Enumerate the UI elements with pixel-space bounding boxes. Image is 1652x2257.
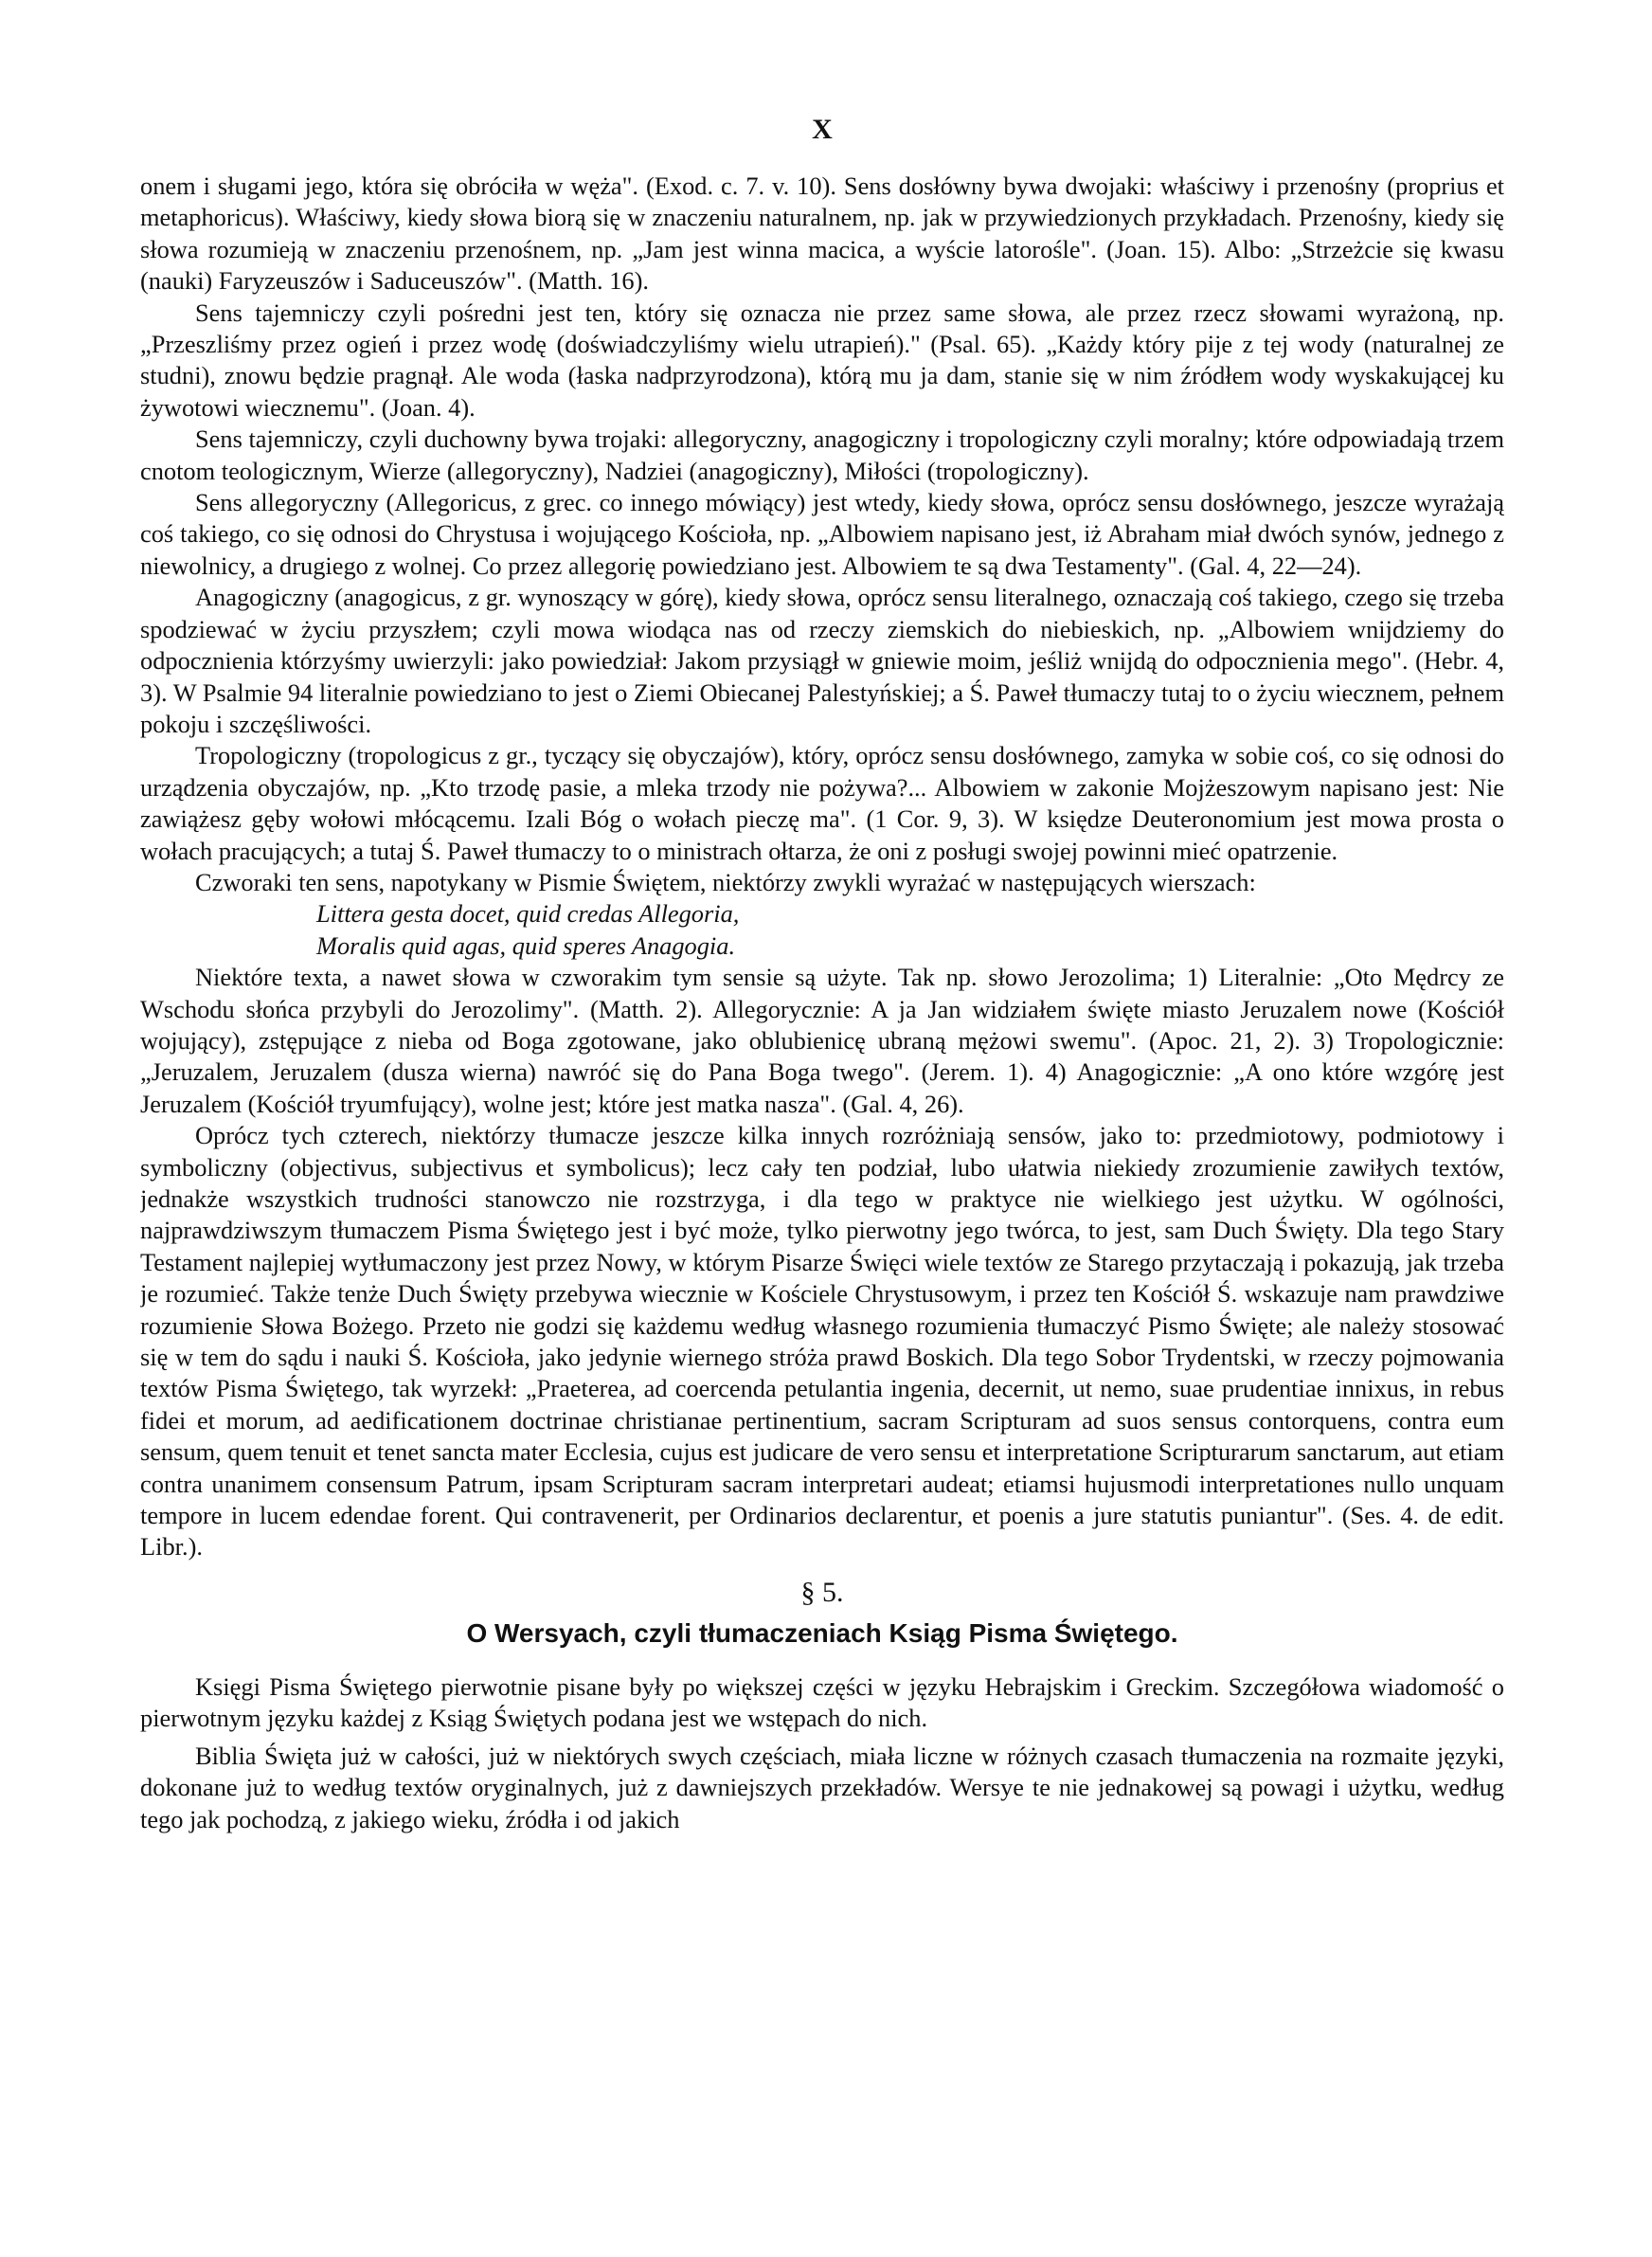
paragraph: Anagogiczny (anagogicus, z gr. wynoszący w górę), kiedy słowa, oprócz sensu literalnego, oznaczają coś takiego, czego się trzeba spodziewać w życiu przyszłem; czyli mowa wiodąca nas od rzeczy ziemskich do niebieskich, np. „Albowiem wnijdziemy do odpocznienia którzyśmy uwierzyli: jako powiedział: Jakom przysiągł w gniewie moim, jeśliż wnijdą do odpocznienia mego". (Hebr. 4, 3). W Psalmie 94 literalnie powiedziano to jest o Ziemi Obiecanej Palestyńskiej; a Ś. Paweł tłumaczy tutaj to o życiu wiecznem, pełnem pokoju i szczęśliwości.	[140, 583, 1504, 738]
paragraph: Sens allegoryczny (Allegoricus, z grec. co innego mówiący) jest wtedy, kiedy słowa, oprócz sensu dosłównego, jeszcze wyrażają coś takiego, co się odnosi do Chrystusa i wojującego Kościoła, np. „Albowiem napisano jest, iż Abraham miał dwóch synów, jednego z niewolnicy, a drugiego z wolnej. Co przez allegorię powiedziano jest. Albowiem te są dwa Testamenty". (Gal. 4, 22—24).	[140, 488, 1504, 580]
section-mark: § 5.	[800, 1576, 844, 1608]
page-number: X	[812, 114, 833, 145]
paragraph: Biblia Święta już w całości, już w niektórych swych częściach, miała liczne w różnych czasach tłumaczenia na rozmaite języki, dokonane już to według textów oryginalnych, już z dawniejszych przekładów. Wersye te nie jednakowej są powagi i użytku, według tego jak pochodzą, z jakiego wieku, źródła i od jakich	[140, 1741, 1504, 1833]
paragraph: onem i sługami jego, która się obróciła w węża". (Exod. c. 7. v. 10). Sens dosłówny bywa dwojaki: właściwy i przenośny (proprius et metaphoricus). Właściwy, kiedy słowa biorą się w znaczeniu naturalnem, np. jak w przywiedzionych przykładach. Przenośny, kiedy się słowa rozumieją w znaczeniu przenośnem, np. „Jam jest winna macica, a wyście latorośle". (Joan. 15). Albo: „Strzeżcie się kwasu (nauki) Faryzeuszów i Saduceuszów". (Matth. 16).	[140, 172, 1504, 296]
document-page	[140, 114, 1504, 2227]
verse-line: Littera gesta docet, quid credas Allegoria,	[316, 899, 740, 929]
paragraph: Czworaki ten sens, napotykany w Pismie Świętem, niektórzy zwykli wyrażać w następujących wierszach:	[195, 867, 1256, 896]
verse-line: Moralis quid agas, quid speres Anagogia.	[316, 930, 736, 960]
paragraph: Tropologiczny (tropologicus z gr., tyczący się obyczajów), który, oprócz sensu dosłównego, zamyka w sobie coś, co się odnosi do urządzenia obyczajów, np. „Kto trzodę pasie, a mleka trzody nie pożywa?... Albowiem w zakonie Mojżeszowym napisano jest: Nie zawiążesz gęby wołowi młócącemu. Izali Bóg o wołach pieczę ma". (1 Cor. 9, 3). W księdze Deuteronomium jest mowa prosta o wołach pracujących; a tutaj Ś. Paweł tłumaczy to o ministrach ołtarza, że oni z posługi swojej powinni mieć opatrzenie.	[140, 741, 1504, 865]
paragraph: Księgi Pisma Świętego pierwotnie pisane były po większej części w języku Hebrajskim i Greckim. Szczegółowa wiadomość o pierwotnym języku każdej z Ksiąg Świętych podana jest we wstępach do nich.	[140, 1671, 1504, 1733]
paragraph: Sens tajemniczy, czyli duchowny bywa trojaki: allegoryczny, anagogiczny i tropologiczny czyli moralny; które odpowiadają trzem cnotom teologicznym, Wierze (allegoryczny), Nadziei (anagogiczny), Miłości (tropologiczny).	[140, 424, 1504, 485]
paragraph: Oprócz tych czterech, niektórzy tłumacze jeszcze kilka innych rozróżniają sensów, jako to: przedmiotowy, podmiotowy i symboliczny (objectivus, subjectivus et symbolicus); lecz cały ten podział, lubo ułatwia niekiedy zrozumienie zawiłych textów, jednakże wszystkich trudności stanowczo nie rozstrzyga, i dla tego w praktyce nie wielkiego jest użytku. W ogólności, najprawdziwszym tłumaczem Pisma Świętego jest i być może, tylko pierwotny jego twórca, to jest, sam Duch Święty. Dla tego Stary Testament najlepiej wytłumaczony jest przez Nowy, w którym Pisarze Święci wiele textów ze Starego przytaczają i pokazują, jak trzeba je rozumieć. Także tenże Duch Święty przebywa wiecznie w Kościele Chrystusowym, i przez ten Kościół Ś. wskazuje nam prawdziwe rozumienie Słowa Bożego. Przeto nie godzi się każdemu według własnego rozumienia tłumaczyć Pismo Święte; ale należy stosować się w tem do sądu i nauki Ś. Kościoła, jako jedynie wiernego stróża prawd Boskich. Dla tego Sobor Trydentski, w rzeczy pojmowania textów Pisma Świętego, tak wyrzekł: „Praeterea, ad coercenda petulantia ingenia, decernit, ut nemo, suae prudentiae innixus, in rebus fidei et morum, ad aedificationem doctrinae christianae pertinentium, sacram Scripturam ad suos sensus contorquens, contra eum sensum, quem tenuit et tenet sancta mater Ecclesia, cujus est judicare de vero sensu et interpretatione Scripturarum sanctarum, aut etiam contra unanimem consensum Patrum, ipsam Scripturam sacram interpretari audeat; etiamsi hujusmodi interpretationes nullo unquam tempore in lucem edendae forent. Qui contravenerit, per Ordinarios declarentur, et poenis a jure statutis puniantur". (Ses. 4. de edit. Libr.).	[140, 1121, 1504, 1562]
paragraph: Niektóre texta, a nawet słowa w czworakim tym sensie są użyte. Tak np. słowo Jerozolima; 1) Literalnie: „Oto Mędrcy ze Wschodu słońca przybyli do Jerozolimy". (Matth. 2). Allegorycznie: A ja Jan widziałem święte miasto Jeruzalem nowe (Kościół wojujący), zstępujące z nieba od Boga zgotowane, jako oblubienicę ubraną mężowi swemu". (Apoc. 21, 2). 3) Tropologicznie: „Jeruzalem, Jeruzalem (dusza wierna) nawróć się do Pana Boga twego". (Jerem. 1). 4) Anagogicznie: „A ono które wzgórę jest Jeruzalem (Kościół tryumfujący), wolne jest; które jest matka nasza". (Gal. 4, 26).	[140, 963, 1504, 1118]
section-title: O Wersyach, czyli tłumaczeniach Ksiąg Pisma Świętego.	[466, 1617, 1178, 1648]
paragraph: Sens tajemniczy czyli pośredni jest ten, który się oznacza nie przez same słowa, ale przez rzecz słowami wyrażoną, np. „Przeszliśmy przez ogień i przez wodę (doświadczyliśmy wielu utrapień)." (Psal. 65). „Każdy który pije z tej wody (naturalnej ze studni), znowu będzie pragnął. Ale woda (łaska nadprzyrodzona), którą mu ja dam, stanie się w nim źródłem wody wyskakującej ku żywotowi wiecznemu". (Joan. 4).	[140, 298, 1504, 422]
